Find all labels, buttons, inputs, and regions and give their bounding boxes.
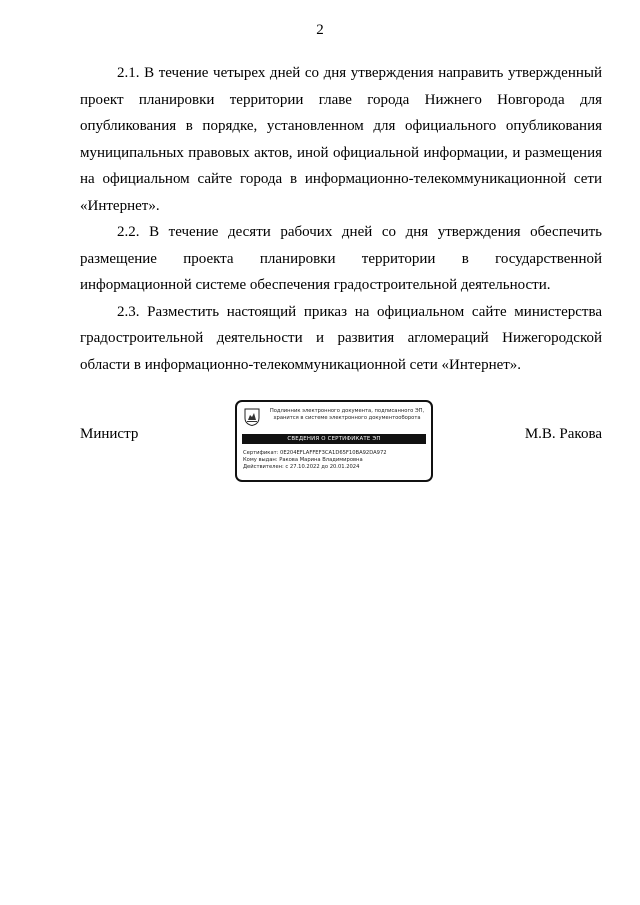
paragraph-2-2: 2.2. В течение десяти рабочих дней со дня утверждения обеспечить размещение проекта планировки территории в государственной информационной системе обеспечения градостроительной деятельности.	[80, 224, 602, 293]
signature-block	[80, 400, 602, 486]
stamp-details	[243, 450, 429, 471]
certificate-owner: Кому выдан: Ракова Марина Владимировна	[243, 457, 363, 463]
stamp-header-line: Подлинник электронного документа, подписанного ЭП,	[269, 408, 425, 414]
paragraph-2-1: 2.1. В течение четырех дней со дня утверждения направить утвержденный проект планировки территории главе города Нижнего Новгорода для опубликования в порядке, установленном для официального опубликования муниципальных правовых актов, иной официальной информации, и размещения на официальном сайте города в информационно-телекоммуникационной сети «Интернет».	[80, 65, 602, 214]
stamp-banner: СВЕДЕНИЯ О СЕРТИФИКАТЕ ЭП	[242, 434, 426, 444]
signatory-name: М.В. Ракова	[524, 426, 602, 442]
document-body	[80, 60, 602, 378]
coat-of-arms-icon	[244, 408, 260, 426]
signatory-title: Министр	[80, 426, 139, 442]
paragraph-2-3: 2.3. Разместить настоящий приказ на официальном сайте министерства градостроительной деятельности и развития агломераций Нижегородской области в информационно-телекоммуникационной сети «Интернет».	[80, 303, 602, 373]
stamp-header-line: хранится в системе электронного документооборота	[273, 415, 421, 421]
electronic-signature-stamp	[235, 400, 433, 482]
certificate-validity: Действителен: с 27.10.2022 до 20.01.2024	[243, 464, 360, 470]
stamp-header	[265, 408, 429, 422]
certificate-number: Сертификат: 0E204EFLAFFEF3CA1D65F10BA92DA972	[243, 450, 387, 456]
page-number: 2	[316, 22, 324, 38]
